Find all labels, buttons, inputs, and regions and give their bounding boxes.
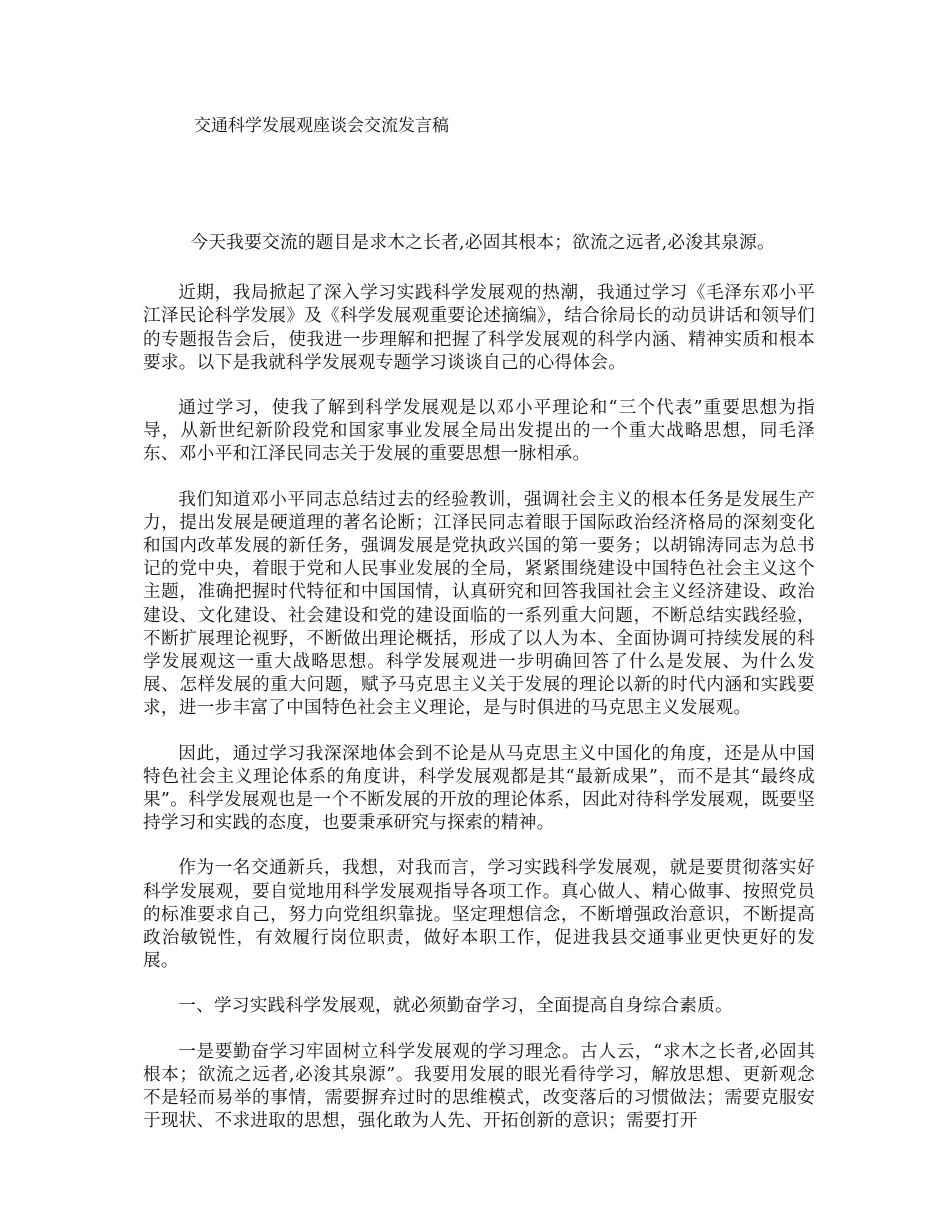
section-heading: 一、学习实践科学发展观，就必须勤奋学习，全面提高自身综合素质。 (178, 996, 733, 1017)
paragraph-topic: 今天我要交流的题目是求木之长者,必固其根本；欲流之远者,必浚其泉源。 (190, 233, 775, 253)
document-title: 交通科学发展观座谈会交流发言稿 (194, 116, 449, 136)
paragraph: 我们知道邓小平同志总结过去的经验教训，强调社会主义的根本任务是发展生产力，提出发展是硬道理的著名论断；江泽民同志着眼于国际政治经济格局的深刻变化和国内改革发展的新任务，强调发展是党执政兴国的第一要务；以胡锦涛同志为总书记的党中央，着眼于党和人民事业发展的全局，紧紧围绕建设中国特色社会主义这个主题，准确把握时代特征和中国国情，认真研究和回答我国社会主义经济建设、政治建设、文化建设、社会建设和党的建设面临的一系列重大问题，不断总结实践经验，不断扩展理论视野，不断做出理论概括，形成了以人为本、全面协调可持续发展的科学发展观这一重大战略思想。科学发展观进一步明确回答了什么是发展、为什么发展、怎样发展的重大问题，赋予马克思主义关于发展的理论以新的时代内涵和实践要求，进一步丰富了中国特色社会主义理论，是与时俱进的马克思主义发展观。 (143, 489, 815, 719)
paragraph: 作为一名交通新兵，我想，对我而言，学习实践科学发展观，就是要贯彻落实好科学发展观，要自觉地用科学发展观指导各项工作。真心做人、精心做事、按照党员的标准要求自己，努力向党组织靠拢。坚定理想信念，不断增强政治意识，不断提高政治敏锐性，有效履行岗位职责，做好本职工作，促进我县交通事业更快更好的发展。 (143, 858, 815, 972)
paragraph: 通过学习，使我了解到科学发展观是以邓小平理论和“三个代表”重要思想为指导，从新世纪新阶段党和国家事业发展全局出发提出的一个重大战略思想，同毛泽东、邓小平和江泽民同志关于发展的重要思想一脉相承。 (143, 398, 815, 465)
paragraph: 因此，通过学习我深深地体会到不论是从马克思主义中国化的角度，还是从中国特色社会主义理论体系的角度讲，科学发展观都是其“最新成果”，而不是其“最终成果”。科学发展观也是一个不断发展的开放的理论体系，因此对待科学发展观，既要坚持学习和实践的态度，也要秉承研究与探索的精神。 (143, 743, 815, 834)
document-body (143, 232, 815, 1156)
paragraph: 一是要勤奋学习牢固树立科学发展观的学习理念。古人云，“求木之长者,必固其根本；欲流之远者,必浚其泉源”。我要用发展的眼光看待学习，解放思想、更新观念不是轻而易举的事情，需要摒弃过时的思维模式，改变落后的习惯做法；需要克服安于现状、不求进取的思想，强化敢为人先、开拓创新的意识；需要打开 (143, 1041, 815, 1132)
paragraph: 近期，我局掀起了深入学习实践科学发展观的热潮，我通过学习《毛泽东邓小平江泽民论科学发展》及《科学发展观重要论述摘编》，结合徐局长的动员讲话和领导们的专题报告会后，使我进一步理解和把握了科学发展观的科学内涵、精神实质和根本要求。以下是我就科学发展观专题学习谈谈自己的心得体会。 (143, 283, 815, 373)
